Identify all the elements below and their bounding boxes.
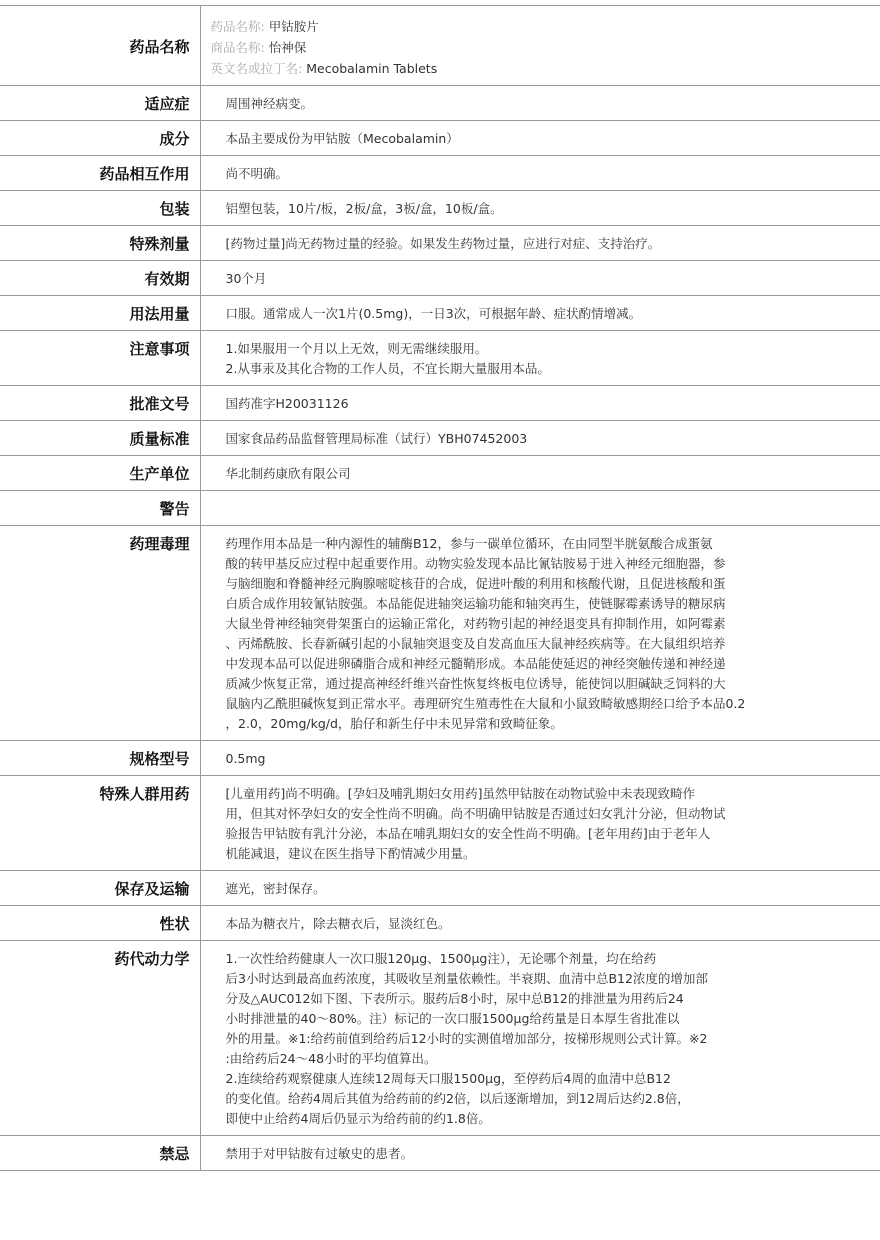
section-label: 批准文号 bbox=[0, 386, 200, 421]
section-text-line: [儿童用药]尚不明确。[孕妇及哺乳期妇女用药]虽然甲钴胺在动物试验中未表现致畸作 bbox=[225, 786, 696, 801]
generic-name-line bbox=[211, 16, 861, 37]
drug-info-table bbox=[0, 5, 880, 1171]
drug-info-body bbox=[0, 6, 880, 1171]
section-text-line: 与脑细胞和脊髓神经元胸腺嘧啶核苷的合成，促进叶酸的利用和核酸代谢，且促进核酸和蛋 bbox=[225, 576, 726, 591]
section-text-line: 鼠脑内乙酰胆碱恢复到正常水平。毒理研究生殖毒性在大鼠和小鼠致畸敏感期经口给予本品0.2 bbox=[225, 696, 746, 711]
section-text-line: 1.如果服用一个月以上无效，则无需继续服用。 bbox=[225, 341, 488, 356]
section-label: 有效期 bbox=[0, 261, 200, 296]
section-value bbox=[200, 121, 880, 156]
section-text-line: 口服。通常成人一次1片(0.5mg)，一日3次，可根据年龄、症状酌情增减。 bbox=[225, 306, 642, 321]
section-value bbox=[200, 261, 880, 296]
section-row bbox=[0, 386, 880, 421]
english-name-key: 英文名或拉丁名: bbox=[210, 61, 303, 76]
section-text-line: 验报告甲钴胺有乳汁分泌，本品在哺乳期妇女的安全性尚不明确。[老年用药]由于老年人 bbox=[225, 826, 711, 841]
section-label: 性状 bbox=[0, 906, 200, 941]
section-text-line: :由给药后24～48小时的平均值算出。 bbox=[225, 1051, 437, 1066]
section-text-line: 的变化值。给药4周后其值为给药前的约2倍，以后逐渐增加，到12周后达约2.8倍， bbox=[225, 1091, 690, 1106]
section-text-line: 遮光，密封保存。 bbox=[225, 881, 326, 896]
section-label: 禁忌 bbox=[0, 1136, 200, 1171]
section-value bbox=[200, 941, 880, 1136]
section-text-line: 质减少恢复正常，通过提高神经纤维兴奋性恢复终板电位诱导，能使饲以胆碱缺乏饲料的大 bbox=[225, 676, 726, 691]
english-name-value: Mecobalamin Tablets bbox=[306, 61, 438, 76]
section-text-line: 本品为糖衣片，除去糖衣后，显淡红色。 bbox=[225, 916, 451, 931]
section-text-line: 2.从事汞及其化合物的工作人员，不宜长期大量服用本品。 bbox=[225, 361, 550, 376]
section-value bbox=[200, 741, 880, 776]
section-text-line: 分及△AUC012如下图、下表所示。服药后8小时，尿中总B12的排泄量为用药后24 bbox=[225, 991, 684, 1006]
section-label: 生产单位 bbox=[0, 456, 200, 491]
section-row bbox=[0, 741, 880, 776]
section-text-line: 尚不明确。 bbox=[225, 166, 289, 181]
section-text-line: 0.5mg bbox=[225, 751, 266, 766]
section-text-line: 中发现本品可以促进卵磷脂合成和神经元髓鞘形成。本品能使延迟的神经突触传递和神经递 bbox=[225, 656, 726, 671]
section-text-line: 即使中止给药4周后仍显示为给药前的约1.8倍。 bbox=[225, 1111, 491, 1126]
section-text-line: 、丙烯酰胺、长春新碱引起的小鼠轴突退变及自发高血压大鼠神经疾病等。在大鼠组织培养 bbox=[225, 636, 726, 651]
section-text-line: 后3小时达到最高血药浓度，其吸收呈剂量依赖性。半衰期、血清中总B12浓度的增加部 bbox=[225, 971, 708, 986]
section-text-line: 国药准字H20031126 bbox=[225, 396, 349, 411]
section-text-line: 酸的转甲基反应过程中起重要作用。动物实验发现本品比氰钴胺易于进入神经元细胞器，参 bbox=[225, 556, 726, 571]
section-row bbox=[0, 331, 880, 386]
section-row bbox=[0, 776, 880, 871]
section-label: 药理毒理 bbox=[0, 526, 200, 741]
section-row bbox=[0, 421, 880, 456]
section-text-line: 禁用于对甲钴胺有过敏史的患者。 bbox=[225, 1146, 414, 1161]
section-text-line: 2.连续给药观察健康人连续12周每天口服1500μg，至停药后4周的血清中总B12 bbox=[225, 1071, 671, 1086]
section-text-line: 周围神经病变。 bbox=[225, 96, 314, 111]
section-row bbox=[0, 261, 880, 296]
section-text-line: 本品主要成份为甲钴胺（Mecobalamin） bbox=[225, 131, 459, 146]
section-label: 注意事项 bbox=[0, 331, 200, 386]
section-text-line: 国家食品药品监督管理局标准（试行）YBH07452003 bbox=[225, 431, 528, 446]
section-row bbox=[0, 121, 880, 156]
section-label: 特殊人群用药 bbox=[0, 776, 200, 871]
section-value bbox=[200, 421, 880, 456]
generic-name-key: 药品名称: bbox=[210, 19, 265, 34]
drug-names-label: 药品名称 bbox=[0, 6, 200, 86]
section-label: 药代动力学 bbox=[0, 941, 200, 1136]
section-row bbox=[0, 526, 880, 741]
section-label: 成分 bbox=[0, 121, 200, 156]
english-name-line bbox=[211, 58, 861, 79]
drug-names-value bbox=[200, 6, 880, 86]
section-text-line: 1.一次性给药健康人一次口服120μg、1500μg注），无论哪个剂量，均在给药 bbox=[225, 951, 657, 966]
section-label: 保存及运输 bbox=[0, 871, 200, 906]
section-text-line: 用，但其对怀孕妇女的安全性尚不明确。尚不明确甲钴胺是否通过妇女乳汁分泌，但动物试 bbox=[225, 806, 726, 821]
section-value bbox=[200, 191, 880, 226]
section-text-line: 白质合成作用较氰钴胺强。本品能促进轴突运输功能和轴突再生，使链脲霉素诱导的糖尿病 bbox=[225, 596, 726, 611]
section-text-line: [药物过量]尚无药物过量的经验。如果发生药物过量，应进行对症、支持治疗。 bbox=[225, 236, 661, 251]
section-text-line: 华北制药康欣有限公司 bbox=[225, 466, 351, 481]
section-row bbox=[0, 941, 880, 1136]
section-label: 质量标准 bbox=[0, 421, 200, 456]
section-row bbox=[0, 1136, 880, 1171]
section-row bbox=[0, 86, 880, 121]
section-row bbox=[0, 906, 880, 941]
section-value bbox=[200, 776, 880, 871]
section-value bbox=[200, 526, 880, 741]
section-value bbox=[200, 456, 880, 491]
trade-name-key: 商品名称: bbox=[210, 40, 265, 55]
section-value bbox=[200, 331, 880, 386]
section-row bbox=[0, 456, 880, 491]
section-value bbox=[200, 156, 880, 191]
section-text-line: ，2.0，20mg/kg/d，胎仔和新生仔中未见异常和致畸征象。 bbox=[225, 716, 563, 731]
section-value bbox=[200, 86, 880, 121]
section-text-line: 小时排泄量的40～80%。注）标记的一次口服1500μg给药量是日本厚生省批准以 bbox=[225, 1011, 680, 1026]
section-label: 警告 bbox=[0, 491, 200, 526]
section-row bbox=[0, 156, 880, 191]
drug-names-row bbox=[0, 6, 880, 86]
section-row bbox=[0, 191, 880, 226]
section-value bbox=[200, 1136, 880, 1171]
section-label: 包装 bbox=[0, 191, 200, 226]
section-row bbox=[0, 296, 880, 331]
section-row bbox=[0, 226, 880, 261]
trade-name-value: 怡神保 bbox=[268, 40, 307, 55]
section-label: 药品相互作用 bbox=[0, 156, 200, 191]
section-value bbox=[200, 871, 880, 906]
section-text-line: 30个月 bbox=[225, 271, 267, 286]
section-text-line: 外的用量。※1:给药前值到给药后12小时的实测值增加部分，按梯形规则公式计算。※2 bbox=[225, 1031, 708, 1046]
section-value bbox=[200, 386, 880, 421]
section-label: 特殊剂量 bbox=[0, 226, 200, 261]
section-row bbox=[0, 491, 880, 526]
section-label: 规格型号 bbox=[0, 741, 200, 776]
section-value bbox=[200, 296, 880, 331]
section-label: 适应症 bbox=[0, 86, 200, 121]
trade-name-line bbox=[211, 37, 861, 58]
generic-name-value: 甲钴胺片 bbox=[268, 19, 319, 34]
section-text-line: 机能减退，建议在医生指导下酌情减少用量。 bbox=[225, 846, 476, 861]
section-text-line: 大鼠坐骨神经轴突骨架蛋白的运输正常化，对药物引起的神经退变具有抑制作用，如阿霉素 bbox=[225, 616, 726, 631]
section-label: 用法用量 bbox=[0, 296, 200, 331]
section-row bbox=[0, 871, 880, 906]
section-text-line: 铝塑包装，10片/板，2板/盒，3板/盒，10板/盒。 bbox=[225, 201, 503, 216]
section-value bbox=[200, 491, 880, 526]
section-value bbox=[200, 226, 880, 261]
section-value bbox=[200, 906, 880, 941]
section-text-line: 药理作用本品是一种内源性的辅酶B12，参与一碳单位循环，在由同型半胱氨酸合成蛋氨 bbox=[225, 536, 713, 551]
